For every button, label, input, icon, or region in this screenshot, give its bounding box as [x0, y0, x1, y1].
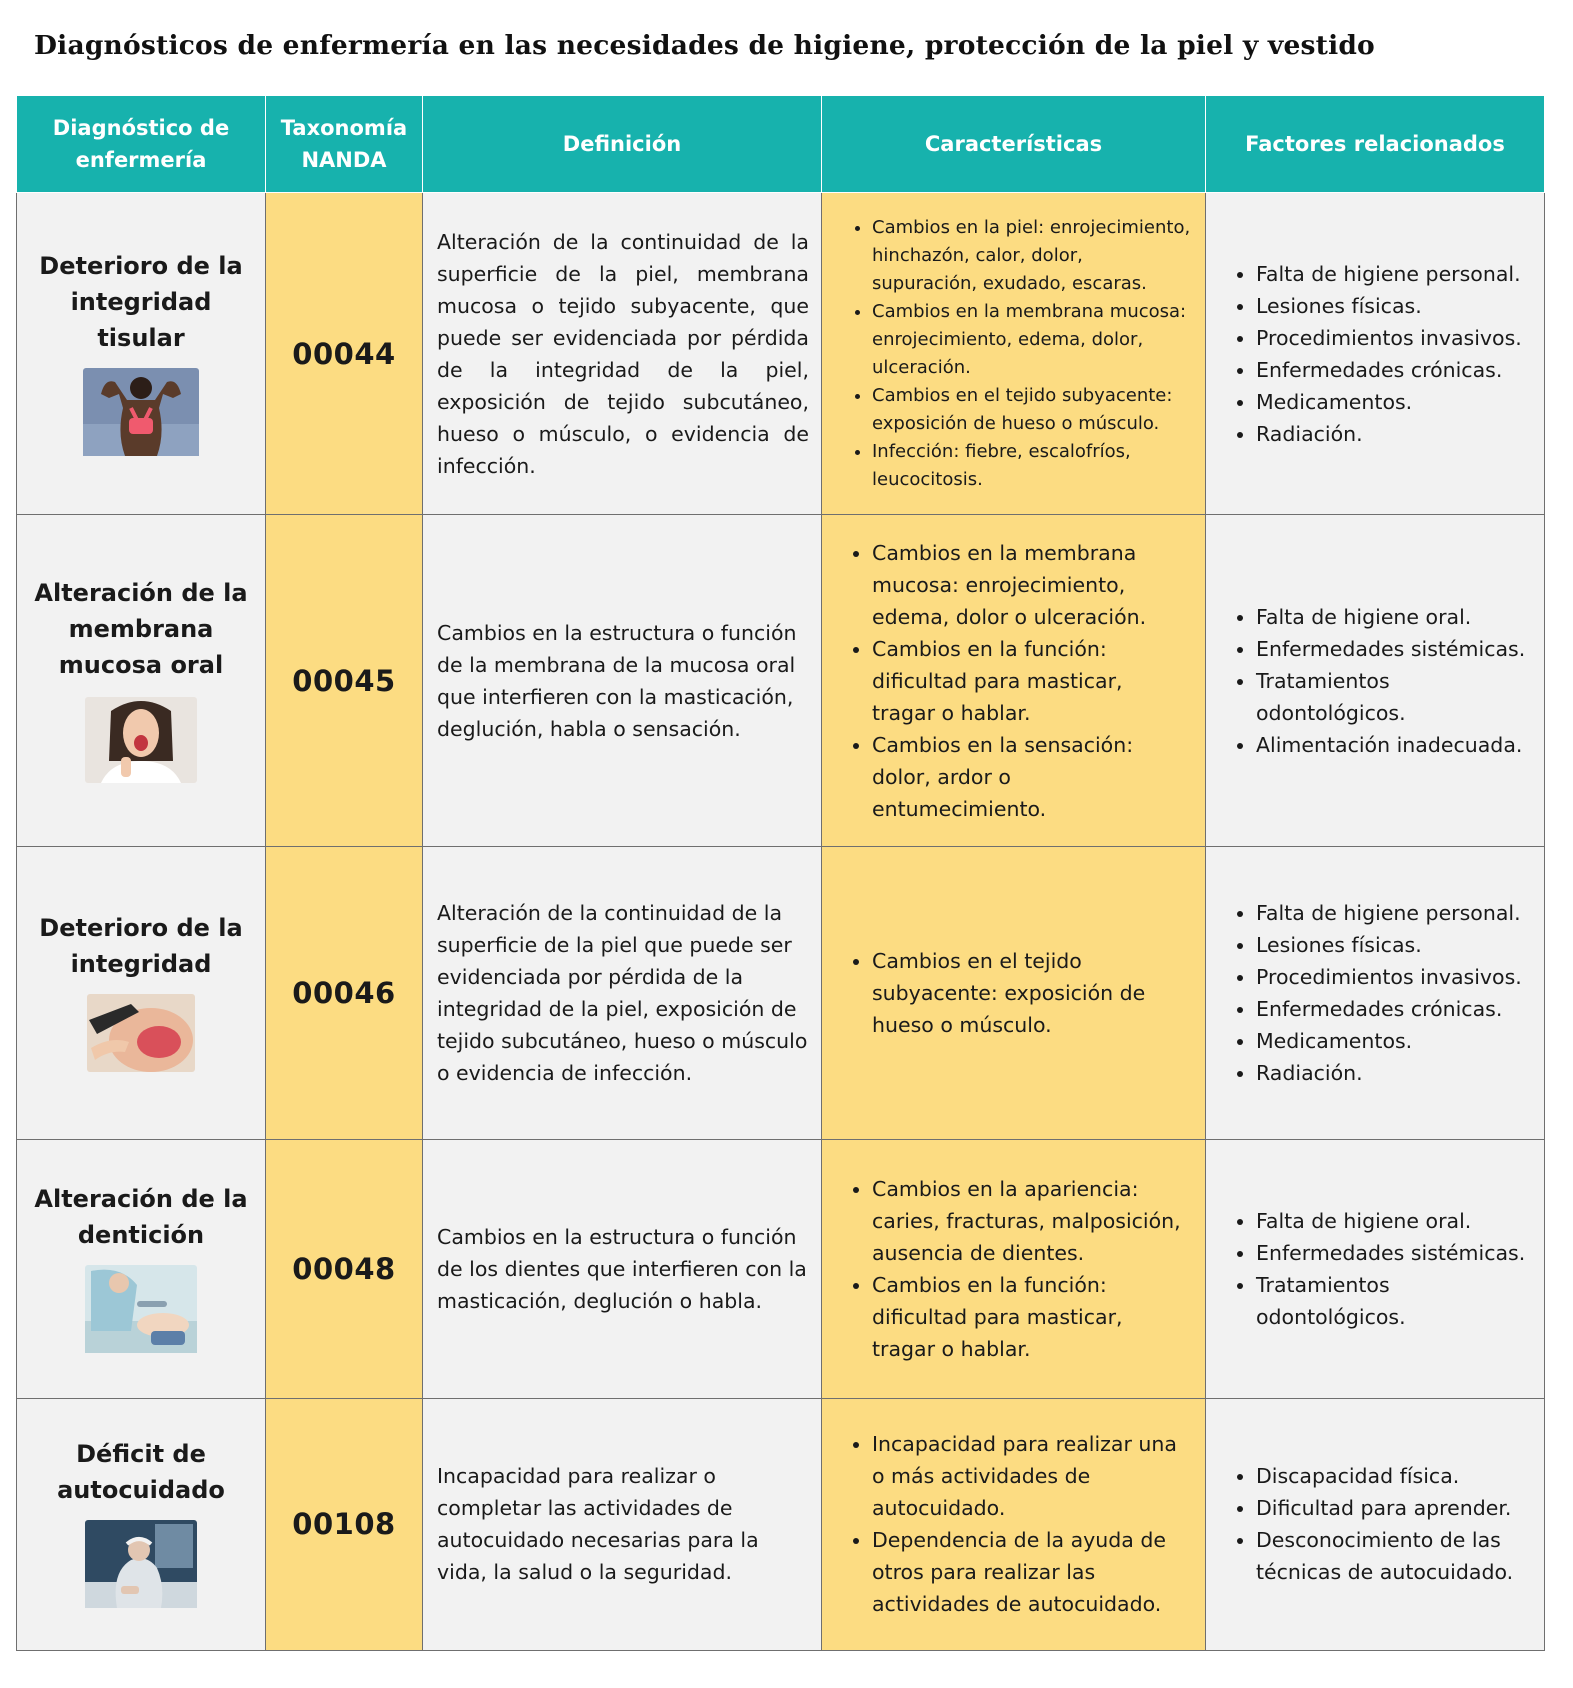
factors-list [1206, 258, 1544, 450]
factors-list [1206, 1205, 1544, 1333]
list-item: • Falta de higiene personal. [1256, 258, 1534, 290]
definition-cell: Alteración de la continuidad de la superficie de la piel, membrana mucosa o tejido subyacente, que puede ser evidenciada por pérdida de la integridad de la piel, exposición de tejido subcutáneo, hueso o músculo, o evidencia de infección. [423, 193, 822, 515]
list-item: • Dificultad para aprender. [1256, 1492, 1534, 1524]
list-item: • Enfermedades sistémicas. [1256, 633, 1534, 665]
definition-cell: Cambios en la estructura o función de los dientes que interfieren con la masticación, deglución o habla. [423, 1139, 822, 1398]
list-item: • Cambios en la apariencia: caries, fracturas, malposición, ausencia de dientes. [872, 1173, 1191, 1269]
list-item: • Radiación. [1256, 1057, 1534, 1089]
diagnosis-cell [17, 515, 266, 846]
list-item: • Infección: fiebre, escalofríos, leucocitosis. [872, 438, 1191, 494]
list-item: • Falta de higiene oral. [1256, 1205, 1534, 1237]
list-item: • Cambios en la sensación: dolor, ardor o entumecimiento. [872, 729, 1191, 825]
header-definition: Definición [423, 96, 822, 193]
characteristics-list [822, 945, 1205, 1041]
list-item: • Tratamientos odontológicos. [1256, 665, 1534, 729]
definition-cell: Alteración de la continuidad de la superficie de la piel que puede ser evidenciada por pérdida de la integridad de la piel, exposición de tejido subcutáneo, hueso o músculo o evidencia de infección. [423, 846, 822, 1139]
woman-open-mouth-photo [81, 691, 201, 787]
characteristics-list [822, 537, 1205, 825]
elderly-man-bed-photo [81, 1516, 201, 1612]
code-cell: 00048 [266, 1139, 423, 1398]
list-item: • Enfermedades crónicas. [1256, 993, 1534, 1025]
factors-cell [1206, 1139, 1545, 1398]
list-item: • Incapacidad para realizar una o más actividades de autocuidado. [872, 1428, 1191, 1524]
list-item: • Tratamientos odontológicos. [1256, 1269, 1534, 1333]
page-title: Diagnósticos de enfermería en las necesidades de higiene, protección de la piel y vestido [34, 30, 1375, 61]
list-item: • Cambios en el tejido subyacente: exposición de hueso o músculo. [872, 382, 1191, 438]
dentist-patient-photo [81, 1261, 201, 1357]
list-item: • Lesiones físicas. [1256, 929, 1534, 961]
code-cell: 00046 [266, 846, 423, 1139]
list-item: • Dependencia de la ayuda de otros para realizar las actividades de autocuidado. [872, 1524, 1191, 1620]
list-item: • Procedimientos invasivos. [1256, 961, 1534, 993]
diagnosis-name: Deterioro de la integridad [39, 913, 243, 978]
list-item: • Enfermedades crónicas. [1256, 354, 1534, 386]
header-taxonomy: Taxonomía NANDA [266, 96, 423, 193]
list-item: • Cambios en la membrana mucosa: enrojecimiento, edema, dolor o ulceración. [872, 537, 1191, 633]
code-cell: 00044 [266, 193, 423, 515]
list-item: • Cambios en la piel: enrojecimiento, hinchazón, calor, dolor, supuración, exudado, escaras. [872, 214, 1191, 298]
list-item: • Cambios en la membrana mucosa: enrojecimiento, edema, dolor, ulceración. [872, 298, 1191, 382]
diagnosis-cell [17, 846, 266, 1139]
characteristics-list [822, 214, 1205, 494]
definition-cell: Cambios en la estructura o función de la membrana de la mucosa oral que interfieren con la masticación, deglución, habla o sensación. [423, 515, 822, 846]
characteristics-list [822, 1173, 1205, 1365]
list-item: • Enfermedades sistémicas. [1256, 1237, 1534, 1269]
list-item: • Falta de higiene personal. [1256, 897, 1534, 929]
list-item: • Lesiones físicas. [1256, 290, 1534, 322]
header-characteristics: Características [822, 96, 1206, 193]
list-item: • Cambios en la función: dificultad para masticar, tragar o hablar. [872, 1269, 1191, 1365]
characteristics-list [822, 1428, 1205, 1620]
table-row [17, 193, 1545, 515]
header-factors: Factores relacionados [1206, 96, 1545, 193]
table-row [17, 515, 1545, 846]
code-cell: 00108 [266, 1398, 423, 1650]
list-item: • Radiación. [1256, 418, 1534, 450]
diagnosis-table [16, 95, 1545, 1651]
list-item: • Alimentación inadecuada. [1256, 729, 1534, 761]
factors-list [1206, 1460, 1544, 1588]
diagnosis-name: Deterioro de la integridad tisular [39, 251, 243, 352]
factors-cell [1206, 193, 1545, 515]
diagnosis-name: Alteración de la dentición [34, 1184, 248, 1249]
table-row [17, 1139, 1545, 1398]
characteristics-cell [822, 846, 1206, 1139]
characteristics-cell [822, 193, 1206, 515]
list-item: • Discapacidad física. [1256, 1460, 1534, 1492]
list-item: • Procedimientos invasivos. [1256, 322, 1534, 354]
factors-list [1206, 897, 1544, 1089]
diagnosis-name: Alteración de la membrana mucosa oral [34, 578, 248, 679]
characteristics-cell [822, 1139, 1206, 1398]
table-header-row [17, 96, 1545, 193]
diagnosis-cell [17, 193, 266, 515]
list-item: • Falta de higiene oral. [1256, 601, 1534, 633]
factors-cell [1206, 515, 1545, 846]
table-row [17, 1398, 1545, 1650]
header-diagnosis: Diagnóstico de enfermería [17, 96, 266, 193]
definition-cell: Incapacidad para realizar o completar las actividades de autocuidado necesarias para la vida, la salud o la seguridad. [423, 1398, 822, 1650]
list-item: • Cambios en la función: dificultad para masticar, tragar o hablar. [872, 633, 1191, 729]
diagnosis-cell [17, 1398, 266, 1650]
woman-back-flexing-photo [81, 364, 201, 460]
characteristics-cell [822, 515, 1206, 846]
factors-cell [1206, 846, 1545, 1139]
list-item: • Desconocimiento de las técnicas de autocuidado. [1256, 1524, 1534, 1588]
red-shoulder-photo [81, 990, 201, 1076]
list-item: • Medicamentos. [1256, 1025, 1534, 1057]
characteristics-cell [822, 1398, 1206, 1650]
list-item: • Medicamentos. [1256, 386, 1534, 418]
diagnosis-name: Déficit de autocuidado [57, 1440, 225, 1505]
factors-cell [1206, 1398, 1545, 1650]
table-row [17, 846, 1545, 1139]
list-item: • Cambios en el tejido subyacente: exposición de hueso o músculo. [872, 945, 1191, 1041]
code-cell: 00045 [266, 515, 423, 846]
diagnosis-cell [17, 1139, 266, 1398]
factors-list [1206, 601, 1544, 761]
